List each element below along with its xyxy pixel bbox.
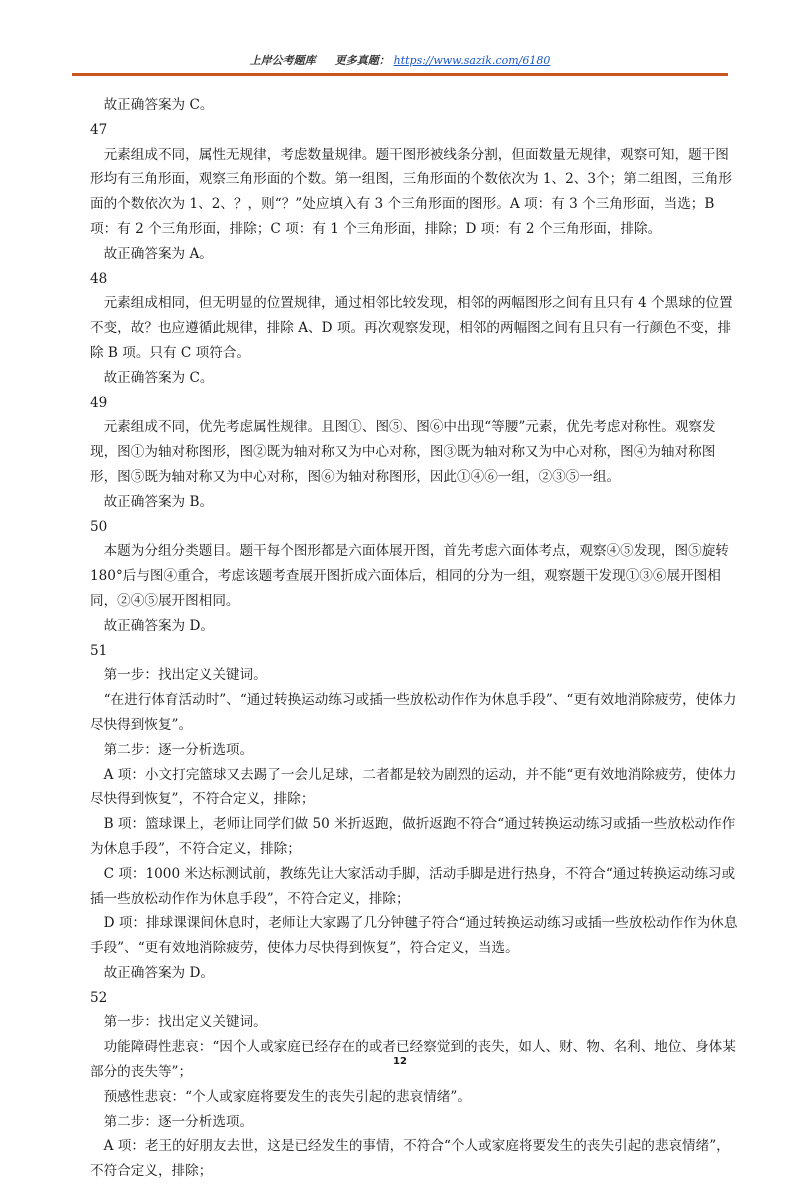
answer-line: 故正确答案为 C。 [103, 97, 214, 113]
page-header [0, 52, 800, 68]
answer-line: 预感性悲哀：“个人或家庭将要发生的丧失引起的悲哀情绪”。 [103, 1088, 471, 1105]
answer-line: 第二步：逐一分析选项。 [103, 1113, 254, 1130]
answer-line: 第一步：找出定义关键词。 [103, 1014, 267, 1031]
question-number: 47 [90, 121, 108, 138]
answer-line: A 项：小文打完篮球又去踢了一会儿足球，二者都是较为剧烈的运动，并不能“更有效地消除疲劳，使体力尽快得到恢复”，不符合定义，排除； [90, 766, 737, 808]
page-number: 12 [393, 1056, 407, 1067]
explanation-paragraph: 元素组成不同，属性无规律，考虑数量规律。题干图形被线条分割，但面数量无规律，观察可知，题干图形均有三角形面，观察三角形面的个数。第一组图，三角形面的个数依次为 1、2、3个；第二组图，三角形面的个数依次为 1、2、？，则“？”处应填入有 3 个三角形面的图形。A 项：有 3 个三角形面，当选；B 项：有 2 个三角形面，排除；C 项：有 1 个三角形面，排除；D 项：有 2 个三角形面，排除。 [90, 146, 732, 237]
question-number: 51 [90, 642, 108, 659]
header-rule [72, 73, 728, 76]
question-number: 52 [90, 989, 108, 1006]
header-brand: 上岸公考题库 [249, 54, 316, 67]
document-body [90, 93, 740, 1184]
explanation-paragraph: 元素组成相同，但无明显的位置规律，通过相邻比较发现，相邻的两幅图形之间有且只有 4 个黑球的位置不变，故？也应遵循此规律，排除 A、D 项。再次观察发现，相邻的两幅图之间有且只有一行颜色不变，排除 B 项。只有 C 项符合。 [90, 295, 733, 361]
answer-line: D 项：排球课课间休息时，老师让大家踢了几分钟毽子符合“通过转换运动练习或插一些放松动作作为休息手段”、“更有效地消除疲劳，使体力尽快得到恢复”，符合定义，当选。 [90, 915, 738, 957]
explanation-paragraph: 元素组成不同，优先考虑属性规律。且图①、图⑤、图⑥中出现“等腰”元素，优先考虑对称性。观察发现，图①为轴对称图形，图②既为轴对称又为中心对称，图③既为轴对称又为中心对称，图④为轴对称图形，图⑤既为轴对称又为中心对称，图⑥为轴对称图形，因此①④⑥一组，②③⑤一组。 [90, 419, 716, 485]
answer-line: “在进行体育活动时”、“通过转换运动练习或插一些放松动作作为休息手段”、“更有效地消除疲劳，使体力尽快得到恢复”。 [90, 692, 737, 733]
answer-line: B 项：篮球课上，老师让同学们做 50 米折返跑，做折返跑不符合“通过转换运动练习或插一些放松动作作为休息手段”，不符合定义，排除； [90, 816, 736, 857]
answer-line: 第二步：逐一分析选项。 [103, 741, 254, 758]
answer-line: 故正确答案为 D。 [103, 617, 214, 634]
header-more-label: 更多真题： [334, 54, 390, 67]
answer-line: 第一步：找出定义关键词。 [103, 667, 267, 684]
explanation-paragraph: 本题为分组分类题目。题干每个图形都是六面体展开图，首先考虑六面体考点，观察④⑤发现，图⑤旋转 180°后与图④重合，考虑该题考查展开图折成六面体后，相同的分为一组，观察题干发现①③⑥展开图相同，②④⑤展开图相同。 [90, 543, 729, 609]
question-number: 50 [90, 518, 108, 535]
header-link[interactable]: https://www.sazik.com/6180 [393, 54, 551, 67]
answer-line: C 项：1000 米达标测试前，教练先让大家活动手脚，活动手脚是进行热身，不符合“通过转换运动练习或插一些放松动作作为休息手段”，不符合定义，排除； [90, 865, 736, 907]
answer-line: 故正确答案为 A。 [103, 245, 213, 262]
question-number: 48 [90, 270, 108, 287]
answer-line: A 项：老王的好朋友去世，这是已经发生的事情，不符合“个人或家庭将要发生的丧失引起的悲哀情绪”，不符合定义，排除； [90, 1138, 730, 1180]
answer-line: 故正确答案为 C。 [103, 369, 214, 386]
question-number: 49 [90, 394, 108, 411]
answer-line: 故正确答案为 B。 [103, 493, 214, 510]
answer-line: 故正确答案为 D。 [103, 964, 214, 981]
answer-line: 功能障碍性悲哀：“因个人或家庭已经存在的或者已经察觉到的丧失，如人、财、物、名利、地位、身体某部分的丧失等”； [90, 1039, 736, 1081]
